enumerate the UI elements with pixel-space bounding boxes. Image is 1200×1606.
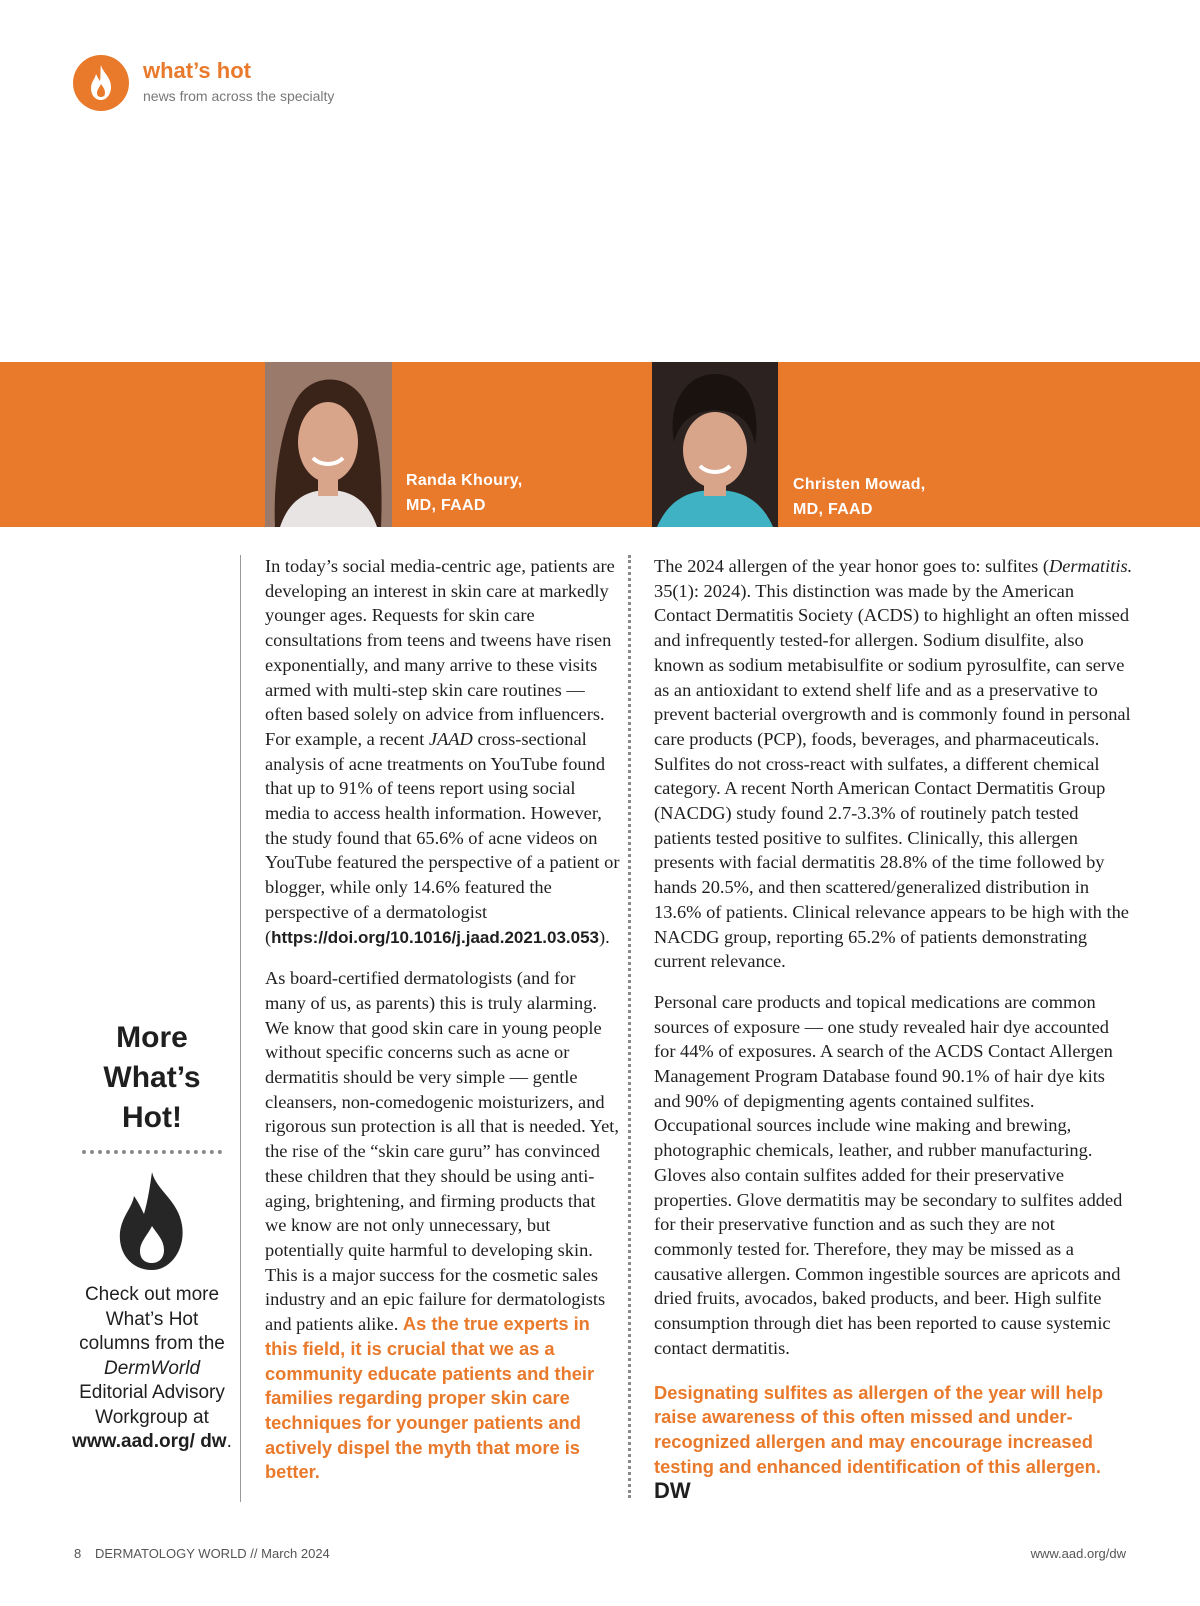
author-credentials: MD, FAAD xyxy=(406,497,486,514)
author-band xyxy=(0,362,1200,527)
author-name-mowad xyxy=(793,472,926,522)
sidebar-divider xyxy=(240,555,241,1502)
sidebar-heading xyxy=(72,1018,232,1138)
doi-link[interactable]: https://doi.org/10.1016/j.jaad.2021.03.053 xyxy=(271,927,599,947)
publication-info: DERMATOLOGY WORLD // March 2024 xyxy=(95,1546,330,1561)
sidebar-text-italic: DermWorld xyxy=(103,1357,201,1379)
sidebar-text: Check out more What’s Hot columns from the xyxy=(79,1284,225,1354)
end-mark: DW xyxy=(654,1478,691,1504)
sidebar-text: . xyxy=(226,1431,232,1452)
flame-icon xyxy=(112,1170,192,1272)
column-divider xyxy=(628,555,631,1498)
whats-hot-logo xyxy=(73,55,129,111)
section-title: what’s hot xyxy=(143,58,251,83)
author-name-line: Randa Khoury, xyxy=(406,472,523,489)
sidebar-heading-line: What’s xyxy=(103,1061,201,1094)
footer-link[interactable]: www.aad.org/dw xyxy=(1030,1546,1126,1561)
page-number: 8 xyxy=(74,1546,82,1561)
paragraph: As board-certified dermatologists (and for many of us, as parents) this is truly alarming. We know that good skin care in young people without specific concerns such as acne or dermatitis should be very simple — gentle cleansers, non-comedogenic moisturizers, and rigorous sun protection is all that is needed. Yet, the rise of the “skin care guru” has convinced these children that they should be using anti-aging, brightening, and firming products that we know are not only unnecessary, but potentially quite harmful to developing skin. This is a major success for the cosmetic sales industry and an epic failure for dermatologists and patients alike. As the true experts in this field, it is crucial that we as a community educate patients and their families regarding proper skin care techniques for younger patients and actively dispel the myth that more is better. xyxy=(265,968,619,1483)
journal-name: JAAD xyxy=(428,728,473,749)
journal-name: Dermatitis. xyxy=(1048,556,1133,576)
paragraph: In today’s social media-centric age, patients are developing an interest in skin care at markedly younger ages. Requests for skin care consultations from teens and tweens have risen exponentially, and many arrive to these visits armed with multi-step skin care routines — often based solely on advice from influencers. For example, a recent JAAD cross-sectional analysis of acne treatments on YouTube found that up to 91% of teens report using social media to access health information. However, the study found that 65.6% of acne videos on YouTube featured the perspective of a patient or blogger, while only 14.6% featured the perspective of a dermatologist (https://doi.org/10.1016/j.jaad.2021.03.053). xyxy=(265,556,620,947)
sidebar-dotted-rule xyxy=(82,1150,222,1154)
sidebar-link[interactable]: www.aad.org/ dw xyxy=(72,1431,227,1452)
paragraph: The 2024 allergen of the year honor goes to: sulfites (Dermatitis. 35(1): 2024). This distinction was made by the American Contact Dermatitis Society (ACDS) to highlight an often missed and infrequently tested-for allergen. Sodium disulfite, also known as sodium metabisulfite or sodium pyrosulfite, can serve as an antioxidant to extend shelf life and as a preservative to prevent bacterial overgrowth and is commonly found in personal care products (PCP), foods, beverages, and pharmaceuticals. Sulfites do not cross-react with sulfates, a different chemical category. A recent North American Contact Dermatitis Group (NACDG) study found 2.7-3.3% of routinely patch tested patients tested positive to sulfites. Clinically, this allergen presents with facial dermatitis 28.8% of the time followed by hands 20.5%, and then scattered/generalized distribution in 13.6% of patients. Clinical relevance appears to be high with the NACDG group, reporting 65.2% of patients demonstrating current relevance. xyxy=(654,556,1133,972)
author-credentials: MD, FAAD xyxy=(793,501,873,518)
flame-icon xyxy=(73,55,129,111)
sidebar-promo-text xyxy=(72,1283,232,1455)
sidebar-text: Editorial Advisory Workgroup at xyxy=(79,1382,225,1428)
paragraph: Personal care products and topical medications are common sources of exposure — one study revealed hair dye accounted for 44% of exposures. A search of the ACDS Contact Allergen Management Program Database found 90.1% of hair dye kits and 90% of depigmenting agents contained sulfites. Occupational sources include wine making and brewing, photographic chemicals, leather, and rubber manufacturing. Gloves also contain sulfites added for their preservative properties. Glove dermatitis may be secondary to sulfites added for their preservative function and as such they are not commonly tested for. Therefore, they may be missed as a causative allergen. Common ingestible sources are apricots and dried fruits, avocados, baked products, and beer. High sulfite consumption through diet has been reported to cause systemic contact dermatitis. xyxy=(654,991,1123,1358)
sidebar-heading-line: Hot! xyxy=(122,1101,182,1134)
section-subtitle: news from across the specialty xyxy=(143,88,335,104)
author-name-line: Christen Mowad, xyxy=(793,476,926,493)
author-photo-khoury xyxy=(265,362,392,527)
highlight-text: As the true experts in this field, it is crucial that we as a community educate patients and their families regarding proper skin care techniques for younger patients and actively dispel the myth that more is better. xyxy=(265,1313,595,1483)
article-column-right xyxy=(654,554,1134,1521)
article-column-left xyxy=(265,554,620,1501)
author-name-khoury xyxy=(406,468,523,518)
highlight-text: Designating sulfites as allergen of the year will help raise awareness of this often missed and under-recognized allergen and may encourage increased testing and enhanced identification of this allergen. xyxy=(654,1381,1104,1477)
author-photo-mowad xyxy=(652,362,778,527)
paragraph xyxy=(654,1381,1134,1506)
sidebar-heading-line: More xyxy=(116,1021,188,1054)
